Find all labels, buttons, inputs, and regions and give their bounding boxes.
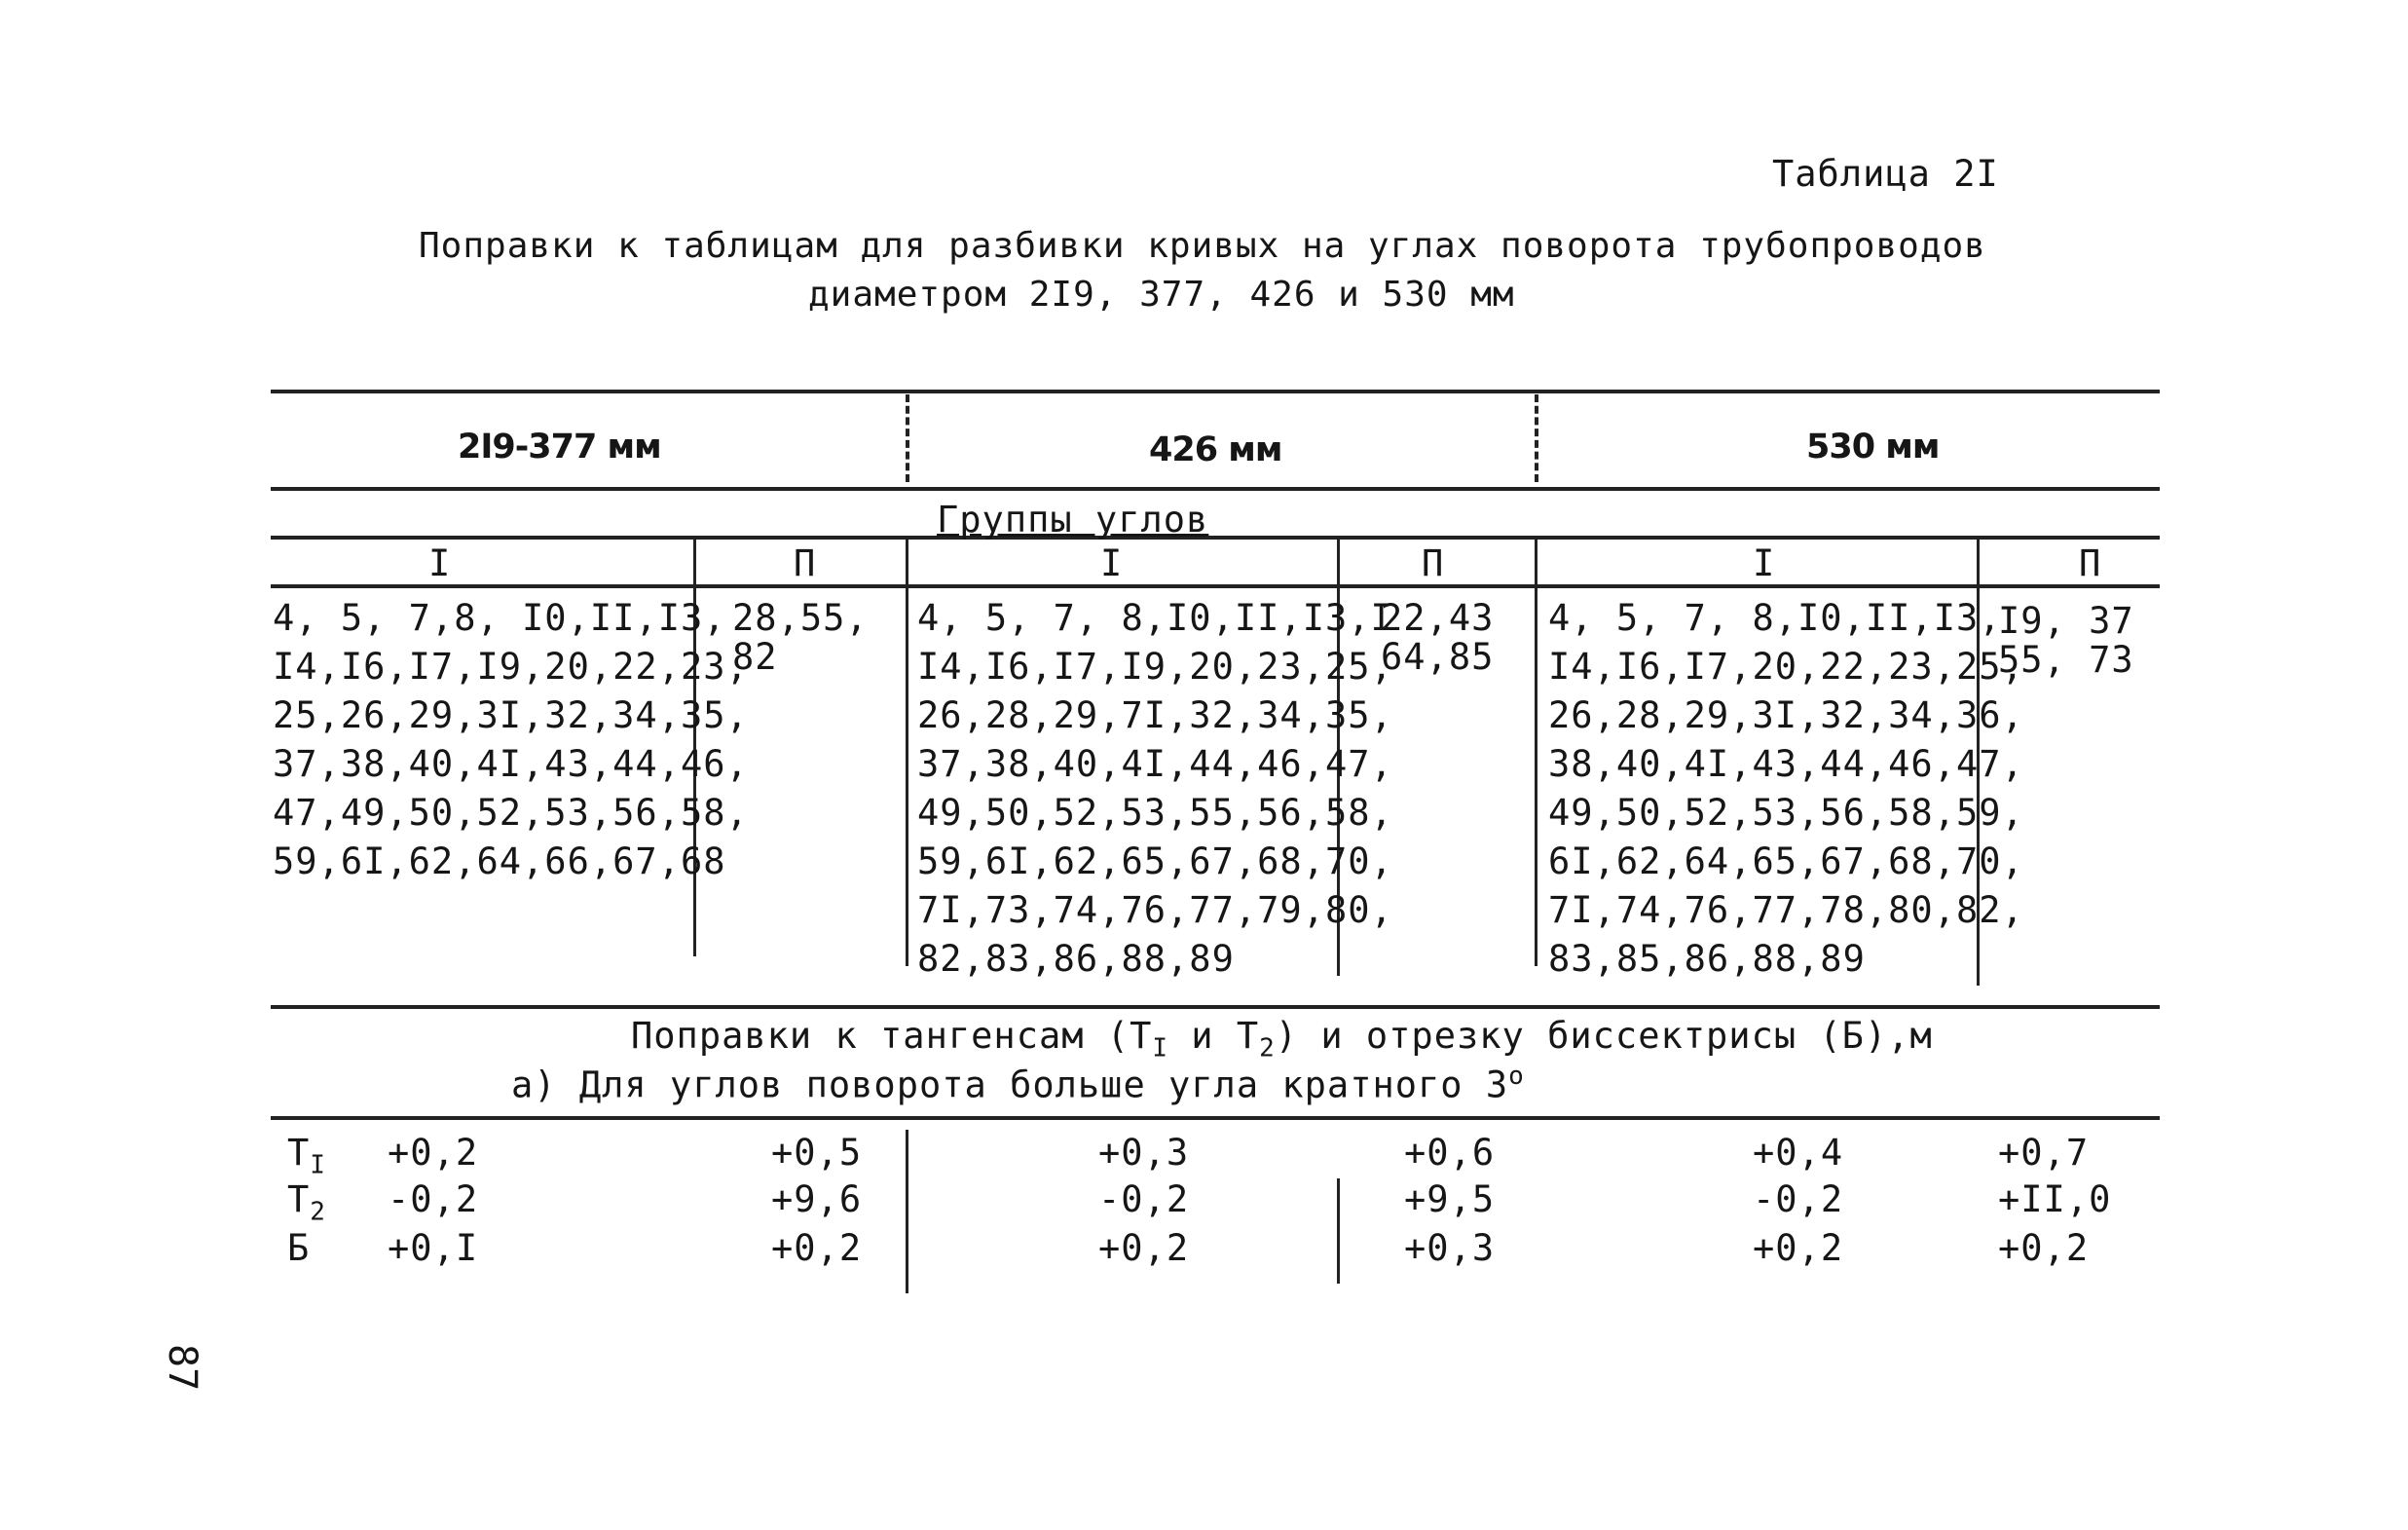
group-label-530-I: I [1753, 542, 1776, 584]
group-label-219-II: П [794, 542, 817, 584]
groups-219-II [732, 599, 869, 677]
value-b-530-I: +0,2 [1753, 1227, 1844, 1269]
value-t2-530-II: +II,0 [1998, 1178, 2112, 1220]
rule-groups [271, 536, 2160, 540]
list-item: I4,I6,I7,I9,20,22,23, [273, 646, 749, 688]
list-item: 64,85 [1381, 636, 1495, 678]
value-t1-426-I: +0,3 [1098, 1132, 1190, 1174]
row-symbol-b: Б [287, 1227, 311, 1269]
divider-219-426 [906, 538, 908, 966]
list-item: 7I,74,76,77,78,80,82, [1548, 889, 2024, 931]
list-item: 26,28,29,7I,32,34,35, [917, 694, 1393, 736]
value-b-426-II: +0,3 [1404, 1227, 1496, 1269]
corrections-subtitle: а) Для углов поворота больше угла кратного $3^о$ [511, 1062, 1525, 1106]
value-t1-219-I: +0,2 [388, 1132, 479, 1174]
value-t2-219-I: -0,2 [388, 1178, 479, 1220]
list-item: I9, 37 [1998, 600, 2134, 642]
divider-426-530 [1535, 538, 1537, 966]
group-label-219-I: I [428, 542, 452, 584]
groups-426-I [917, 594, 1393, 984]
list-item: 55, 73 [1998, 639, 2134, 681]
diameter-header-3: 530 мм [1806, 428, 1940, 466]
row-symbol-t1: $T_I$ [287, 1132, 326, 1180]
value-t2-530-I: -0,2 [1753, 1178, 1844, 1220]
list-item: 26,28,29,3I,32,34,36, [1548, 694, 2024, 736]
rule-corrections [271, 1005, 2160, 1009]
group-label-426-II: П [1422, 542, 1445, 584]
list-item: 82,83,86,88,89 [917, 938, 1235, 980]
list-item: 28,55, [732, 597, 869, 639]
value-b-219-I: +0,I [388, 1227, 479, 1269]
value-t2-426-II: +9,5 [1404, 1178, 1496, 1220]
list-item: 47,49,50,52,53,56,58, [273, 792, 749, 834]
row-symbol-t2: $T_2$ [287, 1178, 326, 1227]
groups-530-I [1548, 594, 2024, 984]
list-item: 38,40,4I,43,44,46,47, [1548, 743, 2024, 785]
list-item: 59,6I,62,64,66,67,68 [273, 840, 726, 882]
list-item: 22,43 [1381, 597, 1495, 639]
value-b-530-II: +0,2 [1998, 1227, 2090, 1269]
values-divider-1 [906, 1130, 908, 1293]
value-t1-426-II: +0,6 [1404, 1132, 1496, 1174]
list-item: I4,I6,I7,I9,20,23,25, [917, 646, 1393, 688]
list-item: 82 [732, 636, 778, 678]
groups-530-II [1998, 602, 2134, 680]
corrections-title: Поправки к тангенсам ($T_I$ и $T_2$) и отрезку биссектрисы (Б),м [631, 1015, 1933, 1064]
group-label-530-II: П [2079, 542, 2102, 584]
value-b-219-II: +0,2 [771, 1227, 863, 1269]
list-item: 49,50,52,53,56,58,59, [1548, 792, 2024, 834]
groups-219-I [273, 594, 749, 886]
table-title-line2: диаметром 2I9, 377, 426 и 530 мм [808, 275, 1515, 315]
page-number: 87 [160, 1344, 204, 1392]
list-item: 37,38,40,4I,43,44,46, [273, 743, 749, 785]
value-t1-530-I: +0,4 [1753, 1132, 1844, 1174]
list-item: 4, 5, 7, 8,I0,II,I3,I [917, 597, 1393, 639]
rule-values [271, 1116, 2160, 1120]
diameter-divider-2 [1535, 394, 1538, 482]
group-label-426-I: I [1100, 542, 1124, 584]
list-item: 83,85,86,88,89 [1548, 938, 1866, 980]
list-item: 49,50,52,53,55,56,58, [917, 792, 1393, 834]
diameter-divider-1 [906, 394, 909, 482]
diameter-header-1: 2I9-377 мм [458, 428, 661, 466]
value-t1-530-II: +0,7 [1998, 1132, 2090, 1174]
value-b-426-I: +0,2 [1098, 1227, 1190, 1269]
rule-group-labels [271, 584, 2160, 588]
table-title-line1: Поправки к таблицам для разбивки кривых на углах поворота трубопроводов [419, 226, 1986, 266]
value-t2-426-I: -0,2 [1098, 1178, 1190, 1220]
list-item: 7I,73,74,76,77,79,80, [917, 889, 1393, 931]
list-item: 37,38,40,4I,44,46,47, [917, 743, 1393, 785]
value-t1-219-II: +0,5 [771, 1132, 863, 1174]
list-item: I4,I6,I7,20,22,23,25, [1548, 646, 2024, 688]
groups-426-II [1381, 599, 1494, 677]
table-label: Таблица 2I [1772, 153, 1999, 195]
rule-diameters [271, 487, 2160, 491]
groups-title: Группы углов [937, 499, 1209, 541]
list-item: 59,6I,62,65,67,68,70, [917, 840, 1393, 882]
list-item: 25,26,29,3I,32,34,35, [273, 694, 749, 736]
list-item: 4, 5, 7, 8,I0,II,I3, [1548, 597, 2002, 639]
values-divider-2 [1337, 1178, 1340, 1284]
list-item: 4, 5, 7,8, I0,II,I3, [273, 597, 726, 639]
list-item: 6I,62,64,65,67,68,70, [1548, 840, 2024, 882]
diameter-header-2: 426 мм [1149, 430, 1282, 469]
rule-top [271, 390, 2160, 393]
value-t2-219-II: +9,6 [771, 1178, 863, 1220]
